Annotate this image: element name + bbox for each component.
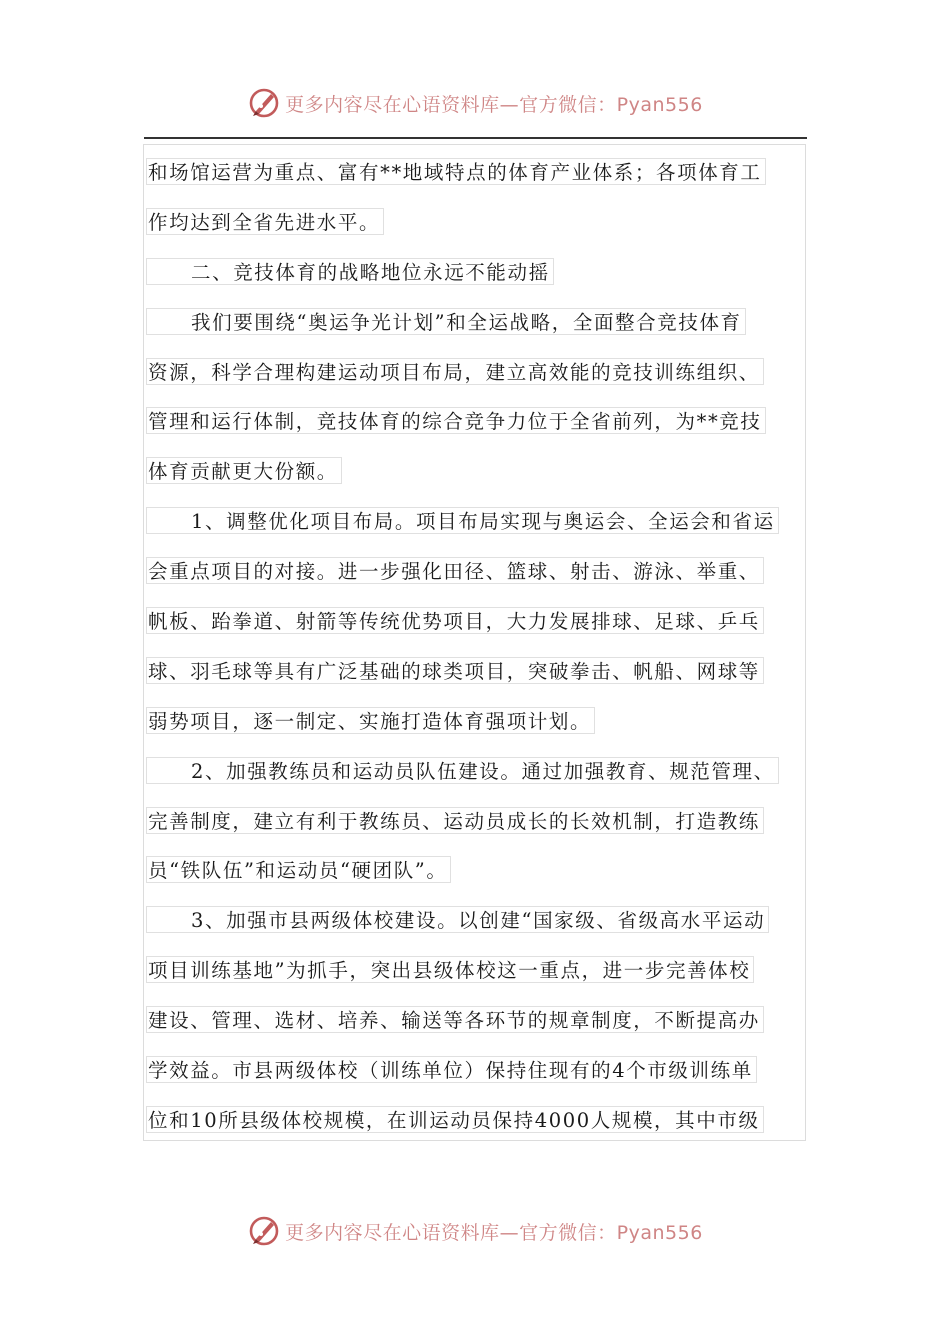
text-line xyxy=(146,797,806,847)
text-line-content: 完善制度，建立有利于教练员、运动员成长的长效机制，打造教练 xyxy=(146,807,764,834)
text-line xyxy=(146,946,806,996)
text-line xyxy=(146,1046,806,1096)
text-line-content: 我们要围绕“奥运争光计划”和全运战略，全面整合竞技体育 xyxy=(146,308,746,335)
text-line-content: 学效益。市县两级体校（训练单位）保持住现有的4个市级训练单 xyxy=(146,1056,757,1083)
text-line-content: 项目训练基地”为抓手，突出县级体校这一重点，进一步完善体校 xyxy=(146,956,754,983)
text-line xyxy=(146,298,806,348)
text-line-content: 体育贡献更大份额。 xyxy=(146,457,342,484)
text-line xyxy=(146,846,806,896)
text-line-content: 建设、管理、选材、培养、输送等各环节的规章制度，不断提高办 xyxy=(146,1006,764,1033)
text-line-content: 1、调整优化项目布局。项目布局实现与奥运会、全运会和省运 xyxy=(146,507,779,534)
text-line-content: 员“铁队伍”和运动员“硬团队”。 xyxy=(146,856,451,883)
text-line-content: 位和10所县级体校规模，在训运动员保持4000人规模，其中市级 xyxy=(146,1106,764,1133)
text-line-content: 作均达到全省先进水平。 xyxy=(146,208,384,235)
banner-text: 更多内容尽在心语资料库—官方微信：Pyan556 xyxy=(285,93,703,116)
text-line-content: 管理和运行体制，竞技体育的综合竞争力位于全省前列，为**竞技 xyxy=(146,407,766,434)
text-line xyxy=(146,1096,806,1146)
text-line xyxy=(146,647,806,697)
banner-text: 更多内容尽在心语资料库—官方微信：Pyan556 xyxy=(285,1221,703,1244)
header-divider xyxy=(144,137,807,139)
text-line-content: 2、加强教练员和运动员队伍建设。通过加强教育、规范管理、 xyxy=(146,757,779,784)
text-line xyxy=(146,597,806,647)
text-line xyxy=(146,348,806,398)
header-banner xyxy=(0,83,950,123)
document-body xyxy=(146,148,806,1146)
text-line xyxy=(146,697,806,747)
text-line-content: 二、竞技体育的战略地位永远不能动摇 xyxy=(146,258,554,285)
pen-logo-icon xyxy=(247,86,281,120)
text-line xyxy=(146,198,806,248)
text-line xyxy=(146,896,806,946)
text-line xyxy=(146,747,806,797)
text-line xyxy=(146,397,806,447)
text-line-content: 3、加强市县两级体校建设。以创建“国家级、省级高水平运动 xyxy=(146,906,769,933)
text-line xyxy=(146,148,806,198)
pen-logo-icon xyxy=(247,1214,281,1248)
text-line xyxy=(146,447,806,497)
text-line-content: 帆板、跆拳道、射箭等传统优势项目，大力发展排球、足球、乒乓 xyxy=(146,607,764,634)
text-line-content: 弱势项目，逐一制定、实施打造体育强项计划。 xyxy=(146,707,595,734)
text-line xyxy=(146,996,806,1046)
text-line-content: 会重点项目的对接。进一步强化田径、篮球、射击、游泳、举重、 xyxy=(146,557,764,584)
text-line-content: 和场馆运营为重点、富有**地域特点的体育产业体系；各项体育工 xyxy=(146,158,766,185)
text-line xyxy=(146,248,806,298)
footer-banner xyxy=(0,1211,950,1251)
text-line xyxy=(146,547,806,597)
text-line-content: 球、羽毛球等具有广泛基础的球类项目，突破拳击、帆船、网球等 xyxy=(146,657,764,684)
text-line-content: 资源，科学合理构建运动项目布局，建立高效能的竞技训练组织、 xyxy=(146,358,764,385)
text-line xyxy=(146,497,806,547)
